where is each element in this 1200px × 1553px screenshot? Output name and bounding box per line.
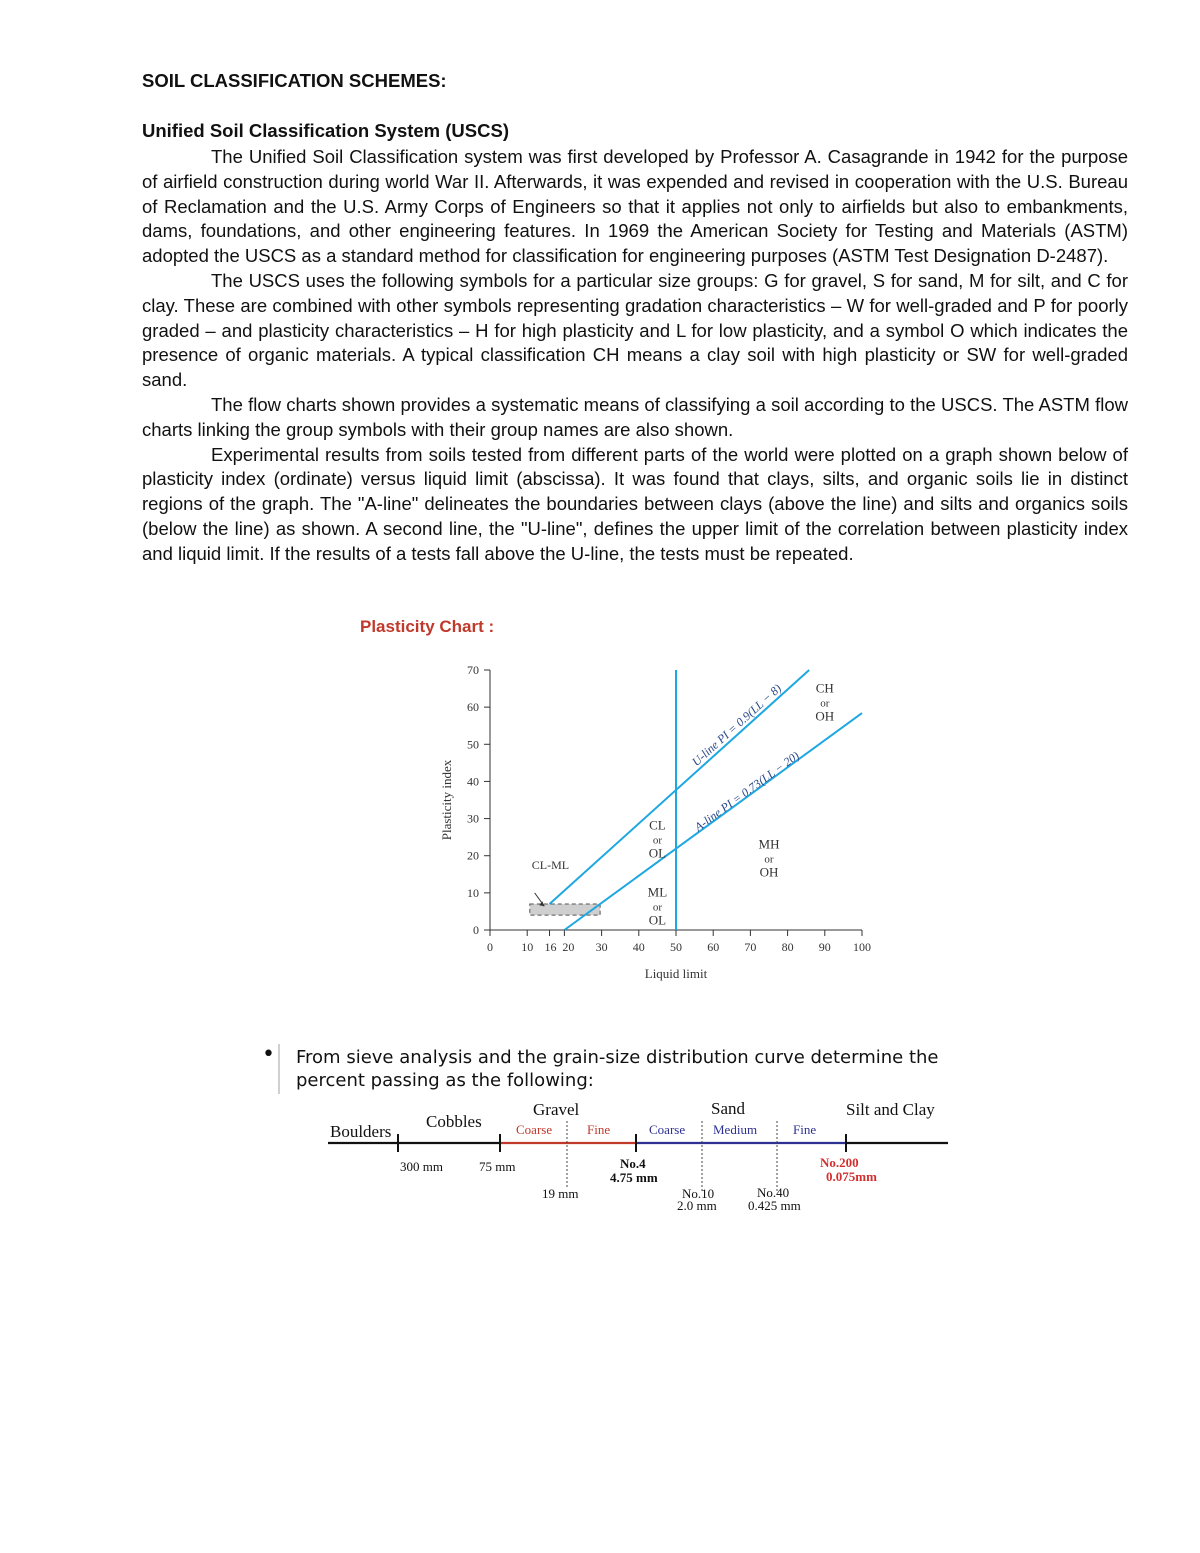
x-axis-label: Liquid limit: [644, 966, 708, 981]
region-label: CH: [815, 680, 834, 696]
size-75mm: 75 mm: [479, 1159, 516, 1174]
a-line-label: A-line PI = 0.73(LL − 20): [691, 748, 802, 834]
x-tick-label: 90: [818, 940, 831, 954]
label-boulders: Boulders: [330, 1122, 392, 1141]
region-label: or: [652, 901, 662, 914]
x-tick-label: 50: [670, 940, 682, 954]
x-tick-label: 80: [781, 940, 794, 954]
size-300mm: 300 mm: [400, 1159, 443, 1174]
u-line-label: U-line PI = 0.9(LL − 8): [689, 681, 785, 769]
document-title: SOIL CLASSIFICATION SCHEMES:: [142, 70, 447, 91]
size-no10-mm: 2.0 mm: [677, 1198, 717, 1213]
y-tick-label: 0: [473, 923, 479, 937]
chart-caption: Plasticity Chart :: [360, 617, 495, 636]
section-heading: Unified Soil Classification System (USCS): [142, 120, 509, 141]
bullet-text: From sieve analysis and the grain-size distribution curve determine the percent passing as the following:: [296, 1047, 939, 1091]
y-tick-label: 70: [467, 663, 479, 677]
size-no10: No.10: [682, 1186, 715, 1201]
label-gravel: Gravel: [533, 1100, 580, 1119]
paragraph: The USCS uses the following symbols for a particular size groups: G for gravel, S for sand, M for silt, and C for clay. These are combined with other symbols representing gradation characteristics – W for well-graded and P for poorly graded – and plasticity characteristics – H for high plasticity and L for low plasticity, and a symbol O which indicates the presence of organic materials. A typical classification CH means a clay soil with high plasticity or SW for well-graded sand.: [142, 269, 1128, 391]
label-sand: Sand: [711, 1099, 745, 1118]
size-no40: No.40: [757, 1185, 790, 1200]
region-label: OL: [648, 912, 667, 928]
x-tick-label: 20: [562, 940, 575, 954]
cl-ml-zone: [530, 904, 600, 915]
size-19mm: 19 mm: [542, 1186, 579, 1201]
y-tick-label: 60: [467, 700, 479, 715]
plasticity-chart: [420, 655, 890, 990]
x-tick-label: 10: [521, 940, 534, 954]
x-tick-label: 60: [707, 940, 720, 954]
label-gravel-fine: Fine: [587, 1122, 611, 1137]
bullet-divider: [278, 1044, 280, 1094]
x-tick-label: 0: [487, 940, 493, 954]
label-sand-coarse: Coarse: [649, 1122, 686, 1137]
y-tick-label: 40: [467, 774, 479, 789]
label-silt-clay: Silt and Clay: [846, 1100, 935, 1119]
size-no4-mm: 4.75 mm: [610, 1170, 658, 1185]
region-label: OH: [815, 708, 835, 724]
paragraph: Experimental results from soils tested from different parts of the world were plotted on a graph shown below of plasticity index (ordinate) versus liquid limit (abscissa). It was found that clays, silts, and organic soils lie in distinct regions of the graph. The "A-line" delineates the boundaries between clays (above the line) and silts and organics soils (below the line) as shown. A second line, the "U-line", defines the upper limit of the correlation between plasticity index and liquid limit. If the results of a tests fall above the U-line, the tests must be repeated.: [142, 443, 1128, 564]
x-tick-label: 100: [853, 940, 871, 954]
body-text: [142, 145, 1128, 567]
y-tick-label: 10: [467, 885, 479, 900]
y-tick-label: 50: [467, 737, 479, 752]
region-label: or: [652, 834, 662, 847]
x-tick-label: 40: [632, 940, 645, 954]
size-no200-mm: 0.075mm: [826, 1169, 877, 1184]
size-no40-mm: 0.425 mm: [748, 1198, 801, 1213]
x-tick-label: 70: [744, 940, 757, 954]
paragraph: The Unified Soil Classification system was first developed by Professor A. Casagrande in 1942 for the purpose of airfield construction during world War II. Afterwards, it was expended and revised in cooperation with the U.S. Bureau of Reclamation and the U.S. Army Corps of Engineers so that it applies not only to airfields but also to embankments, dams, foundations, and other engineering features. In 1969 the American Society for Testing and Materials (ASTM) adopted the USCS as a standard method for classification for engineering purposes (ASTM Test Designation D-2487).: [142, 146, 1128, 267]
size-no4: No.4: [620, 1156, 646, 1171]
region-label: ML: [647, 884, 668, 900]
label-sand-fine: Fine: [793, 1122, 817, 1137]
x-tick-label: 16: [544, 940, 557, 954]
y-tick-label: 20: [467, 848, 479, 863]
cl-ml-label: CL-ML: [531, 858, 570, 873]
region-label: OH: [759, 864, 779, 880]
paragraph: The flow charts shown provides a systematic means of classifying a soil according to the USCS. The ASTM flow charts linking the group symbols with their group names are also shown.: [142, 393, 1128, 440]
label-gravel-coarse: Coarse: [516, 1122, 553, 1137]
grain-size-scale: [320, 1095, 960, 1220]
label-cobbles: Cobbles: [426, 1112, 482, 1131]
region-label: OL: [648, 845, 667, 861]
region-label: or: [764, 853, 774, 866]
bullet-icon: •: [262, 1042, 275, 1067]
region-label: or: [820, 697, 830, 710]
x-tick-label: 30: [595, 940, 608, 954]
y-axis-label: Plasticity index: [439, 759, 454, 841]
y-tick-label: 30: [467, 811, 479, 826]
label-sand-medium: Medium: [713, 1122, 758, 1137]
region-label: MH: [758, 836, 780, 852]
region-label: CL: [649, 817, 666, 833]
size-no200: No.200: [820, 1155, 859, 1170]
